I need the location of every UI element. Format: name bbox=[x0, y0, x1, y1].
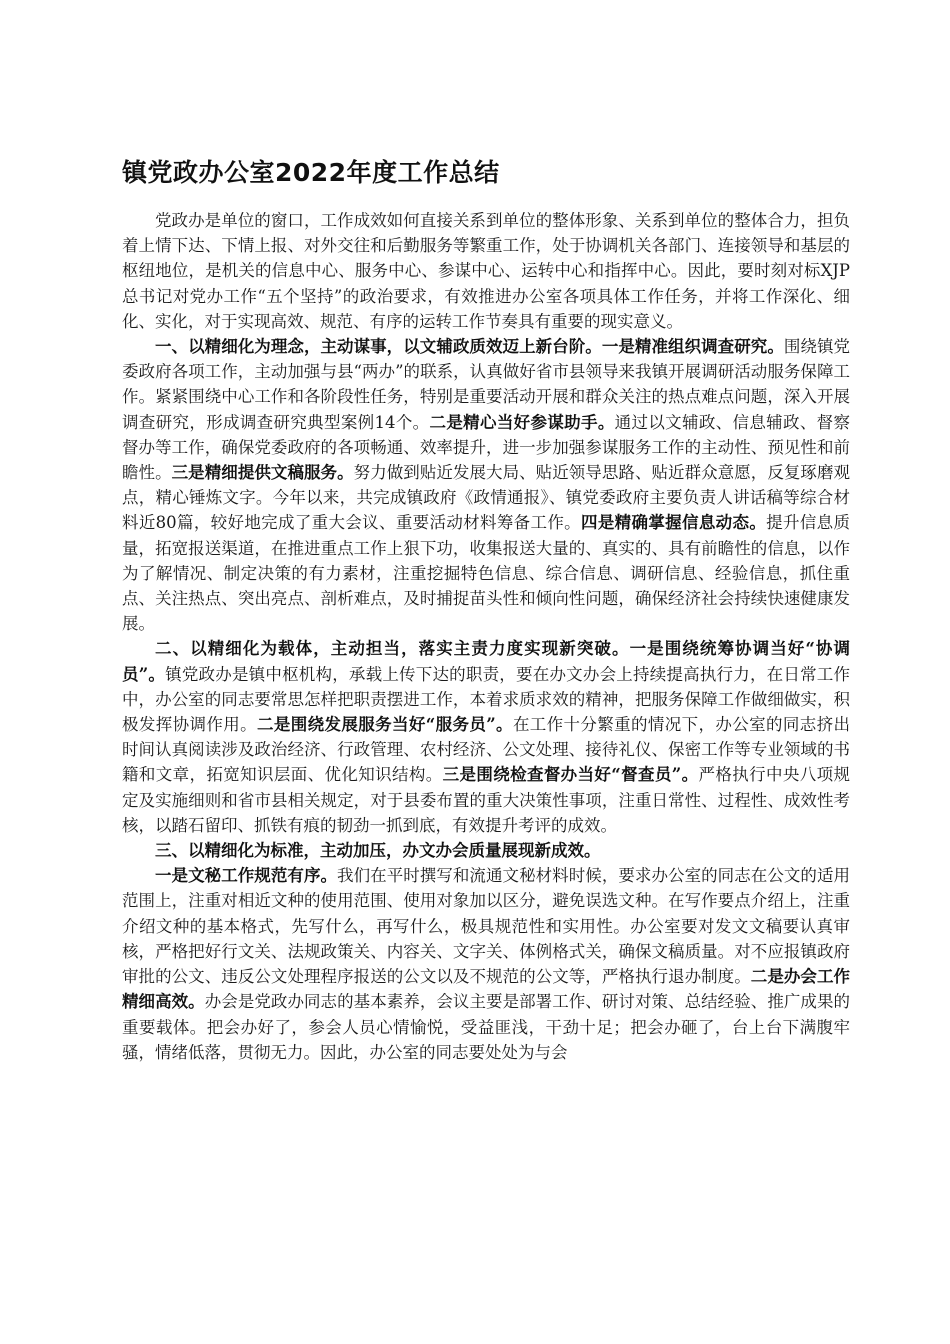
section-3-heading-paragraph bbox=[122, 838, 850, 863]
section-2-item-3-title: 三是围绕检查督办当好“督查员”。 bbox=[442, 765, 699, 785]
intro-text: 党政办是单位的窗口，工作成效如何直接关系到单位的整体形象、关系到单位的整体合力，担负着上情下达、下情上报、对外交往和后勤服务等繁重工作，处于协调机关各部门、连接领导和基层的枢纽地位，是机关的信息中心、服务中心、参谋中心、运转中心和指挥中心。因此，要时刻对标XJP总书记对党办工作“五个坚持”的政治要求，有效推进办公室各项具体工作任务，并将工作深化、细化、实化，对于实现高效、规范、有序的运转工作节奏具有重要的现实意义。 bbox=[122, 211, 850, 331]
section-1-paragraph bbox=[122, 334, 850, 636]
section-1-item-3-title: 三是精细提供文稿服务。 bbox=[171, 463, 354, 483]
section-2-item-1-title: 一是围绕统筹协调当好“协调员”。 bbox=[122, 639, 850, 684]
section-1-item-1-title: 一是精准组织调查研究。 bbox=[601, 337, 784, 357]
section-2-paragraph bbox=[122, 636, 850, 838]
section-1-item-2-text: 通过以文辅政、信息辅政、督察督办等工作，确保党委政府的各项畅通、效率提升，进一步加强参谋服务工作的主动性、预见性和前瞻性。 bbox=[122, 412, 851, 483]
section-3-item-1-title: 一是文秘工作规范有序。 bbox=[155, 866, 338, 886]
section-1-item-2-title: 二是精心当好参谋助手。 bbox=[429, 412, 615, 432]
section-3-paragraph bbox=[122, 863, 850, 1065]
section-1-item-4-title: 四是精确掌握信息动态。 bbox=[581, 513, 767, 533]
section-3-item-2-text: 办会是党政办同志的基本素养，会议主要是部署工作、研讨对策、总结经验、推广成果的重要载体。把会办好了，参会人员心情愉悦，受益匪浅，干劲十足；把会办砸了，台上台下满腹牢骚，情绪低落，贯彻无力。因此，办公室的同志要处处为与会 bbox=[122, 992, 851, 1062]
section-2-item-2-text: 在工作十分繁重的情况下，办公室的同志挤出时间认真阅读涉及政治经济、行政管理、农村经济、公文处理、接待礼仪、保密工作等专业领域的书籍和文章，拓宽知识层面、优化知识结构。 bbox=[122, 715, 851, 785]
section-2-item-2-title: 二是围绕发展服务当好“服务员”。 bbox=[256, 715, 513, 735]
section-2-heading: 二、以精细化为载体，主动担当，落实主责力度实现新突破。 bbox=[155, 639, 630, 659]
section-3-heading: 三、以精细化为标准，主动加压，办文办会质量展现新成效。 bbox=[155, 841, 601, 861]
document-title: 镇党政办公室2022年度工作总结 bbox=[122, 158, 500, 187]
section-1-heading: 一、以精细化为理念，主动谋事，以文辅政质效迈上新台阶。 bbox=[155, 337, 602, 357]
section-1-item-3-text: 努力做到贴近发展大局、贴近领导思路、贴近群众意愿，反复琢磨观点，精心锤炼文字。今年以来，共完成镇政府《政情通报》、镇党委政府主要负责人讲话稿等综合材料近80篇，较好地完成了重大会议、重要活动材料筹备工作。 bbox=[122, 463, 851, 533]
section-1-item-4-text: 提升信息质量，拓宽报送渠道，在推进重点工作上狠下功，收集报送大量的、真实的、具有前瞻性的信息，以作为了解情况、制定决策的有力素材，注重挖掘特色信息、综合信息、调研信息、经验信息，抓住重点、关注热点、突出亮点、剖析难点，及时捕捉苗头性和倾向性问题，确保经济社会持续快速健康发展。 bbox=[122, 513, 851, 634]
section-2-item-1-text: 镇党政办是镇中枢机构，承载上传下达的职责，要在办文办会上持续提高执行力，在日常工作中，办公室的同志要常思怎样把职责摆进工作，本着求质求效的精神，把服务保障工作做细做实，积极发挥协调作用。 bbox=[122, 664, 850, 735]
section-3-item-1-text: 我们在平时撰写和流通文秘材料时候，要求办公室的同志在公文的适用范围上，注重对相近文种的使用范围、使用对象加以区分，避免误选文种。在写作要点介绍上，注重介绍文种的基本格式，先写什么，再写什么，极具规范性和实用性。办公室要对发文文稿要认真审核，严格把好行文关、法规政策关、内容关、文字关、体例格式关，确保文稿质量。对不应报镇政府审批的公文、违反公文处理程序报送的公文以及不规范的公文等，严格执行退办制度。 bbox=[122, 866, 851, 987]
section-3-item-2-title: 二是办会工作精细高效。 bbox=[122, 967, 851, 1012]
intro-paragraph bbox=[122, 208, 850, 334]
section-1-item-1-text: 围绕镇党委政府各项工作，主动加强与县“两办”的联系，认真做好省市县领导来我镇开展调研活动服务保障工作。紧紧围绕中心工作和各阶段性任务，特别是重要活动开展和群众关注的热点难点问题，深入开展调查研究，形成调查研究典型案例14个。 bbox=[122, 337, 851, 432]
section-2-item-3-text: 严格执行中央八项规定及实施细则和省市县相关规定，对于县委布置的重大决策性事项，注重日常性、过程性、成效性考核，以踏石留印、抓铁有痕的韧劲一抓到底，有效提升考评的成效。 bbox=[122, 765, 851, 835]
document-page bbox=[122, 150, 850, 1065]
